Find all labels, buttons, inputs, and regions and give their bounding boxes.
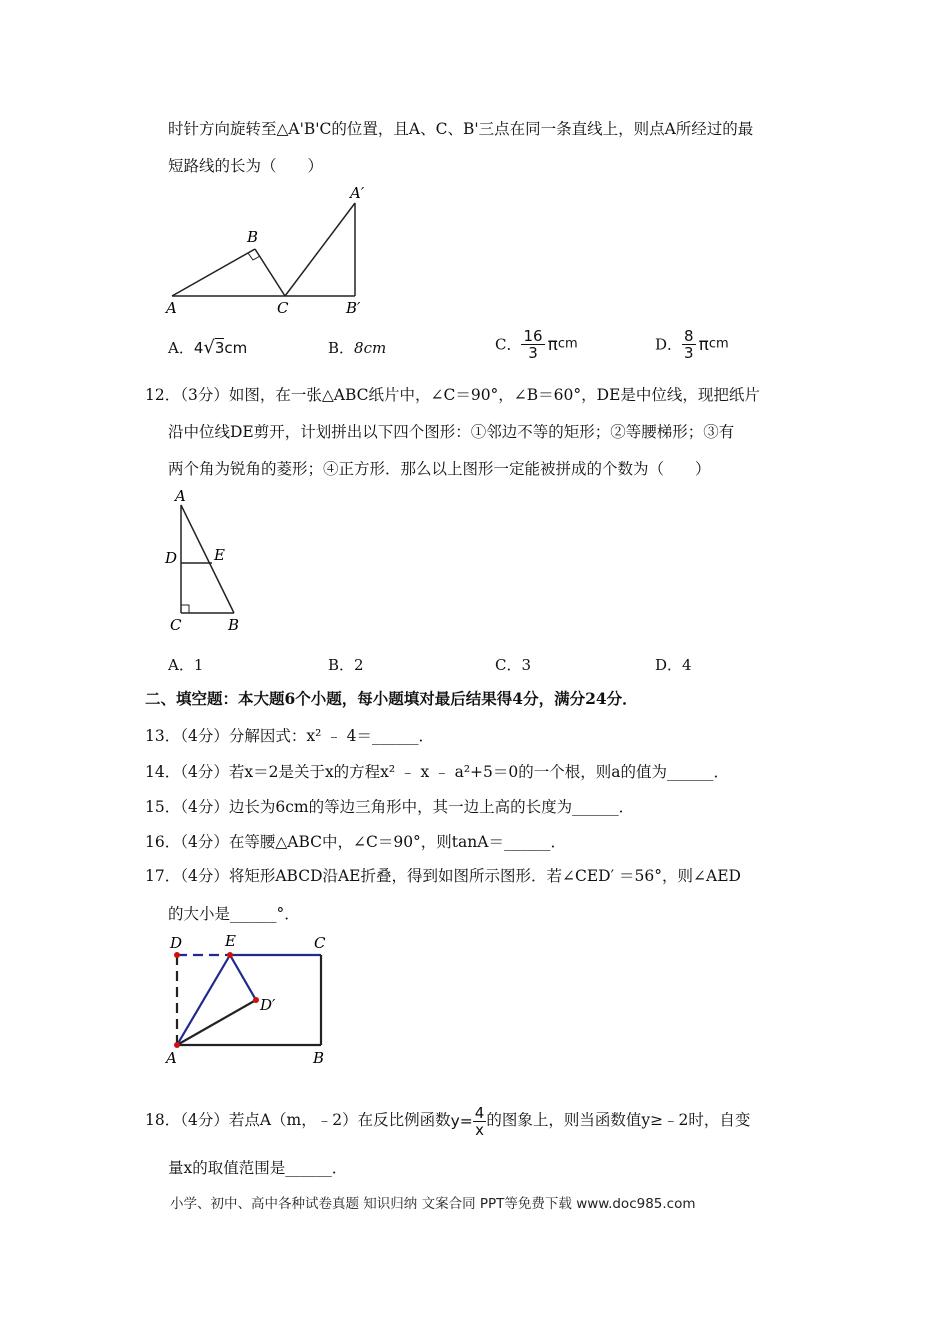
q11-option-a-coef: 4: [193, 339, 204, 357]
q11-option-c-denominator: 3: [528, 344, 538, 362]
q15: 15．（4分）边长为6cm的等边三角形中，其一边上高的长度为______．: [145, 798, 635, 816]
page-footer: 小学、初中、高中各种试卷真题 知识归纳 文案合同 PPT等免费下载 www.doc985.com: [170, 1196, 696, 1212]
q11-option-d-numerator: 8: [684, 327, 694, 345]
q11-option-b: [328, 338, 386, 358]
q18-line1-pre: 18．（4分）若点A（m，﹣2）在反比例函数: [145, 1111, 451, 1129]
q12-line2: 沿中位线DE剪开，计划拼出以下四个图形：①邻边不等的矩形；②等腰梯形；③有: [168, 423, 735, 441]
q17-figure: [160, 930, 340, 1070]
q17-label-b: B: [313, 1049, 325, 1067]
q11-option-c-pi: π: [547, 334, 558, 355]
q18-line2: 量x的取值范围是______．: [168, 1159, 348, 1177]
q12-figure: [160, 485, 260, 635]
q11-option-b-letter: B．: [328, 339, 355, 357]
q18-line1-post: 的图象上，则当函数值y≥﹣2时，自变: [486, 1111, 751, 1129]
q11-option-c-unit: cm: [557, 336, 578, 352]
q18-line1: [145, 1098, 750, 1142]
q12-line1: 12．（3分）如图，在一张△ABC纸片中，∠C＝90°，∠B＝60°，DE是中位线，现把纸片: [145, 386, 760, 404]
q17-line2: 的大小是______°．: [168, 905, 300, 923]
q11-option-c-letter: C．: [495, 335, 522, 354]
q11-option-d-letter: D．: [655, 335, 683, 354]
q12-option-b: B．2: [328, 656, 364, 674]
q11-label-b: B: [247, 228, 259, 246]
q11-option-a: A．4√3cm: [168, 337, 248, 358]
q11-option-b-text: 8cm: [354, 339, 387, 357]
q11-option-a-letter: A．: [168, 339, 194, 357]
q16: 16．（4分）在等腰△ABC中，∠C＝90°，则tanA＝______．: [145, 833, 566, 851]
q12-option-a: A．1: [168, 656, 204, 674]
q18-fraction-numerator: 4: [474, 1103, 485, 1122]
q12-label-e: E: [214, 546, 225, 564]
q12-label-c: C: [170, 616, 182, 634]
q12-option-c: C．3: [495, 656, 532, 674]
q17-line1: 17．（4分）将矩形ABCD沿AE折叠，得到如图所示图形．若∠CED′ ＝56°，则∠AED: [145, 867, 741, 885]
q12-line3: 两个角为锐角的菱形；④正方形．那么以上图形一定能被拼成的个数为（ ）: [168, 460, 711, 478]
q12-option-d: D．4: [655, 656, 692, 674]
q12-label-a: A: [175, 487, 186, 505]
q11-option-a-radicand: 3: [214, 339, 225, 357]
q17-label-c: C: [314, 934, 326, 952]
q11-option-d-unit: cm: [708, 336, 729, 352]
q11-figure: [160, 180, 380, 320]
q18-fraction-lhs: y=: [450, 1112, 473, 1130]
q11-option-d-pi: π: [698, 334, 709, 355]
q17-label-e: E: [225, 932, 236, 950]
q17-label-d2: D′: [260, 996, 276, 1014]
q13: 13．（4分）分解因式：x² ﹣ 4＝______．: [145, 727, 435, 745]
q17-label-d: D: [170, 934, 183, 952]
q11-label-a2: A′: [350, 184, 365, 202]
q17-label-a: A: [166, 1049, 177, 1067]
q11-option-c: [495, 328, 578, 361]
q11-option-c-numerator: 16: [523, 327, 543, 345]
q14: 14．（4分）若x＝2是关于x的方程x² ﹣ x ﹣ a²+5＝0的一个根，则a的值为______．: [145, 763, 729, 781]
q11-label-b2: B′: [346, 299, 361, 317]
q12-label-d: D: [165, 549, 178, 567]
q12-label-b: B: [228, 616, 240, 634]
q18-fraction-denominator: x: [475, 1120, 484, 1139]
q11-option-a-unit: cm: [224, 339, 248, 357]
section2-heading: 二、填空题：本大题6个小题，每小题填对最后结果得4分，满分24分．: [145, 689, 638, 708]
q11-option-d-denominator: 3: [684, 344, 694, 362]
q11-line2: 短路线的长为（ ）: [168, 157, 324, 175]
q11-option-d: [655, 328, 729, 361]
q11-line1: 时针方向旋转至△A'B'C的位置，且A、C、B'三点在同一条直线上，则点A所经过的最: [168, 120, 754, 138]
q18-fraction: [473, 1105, 487, 1138]
q11-label-a: A: [166, 299, 177, 317]
q11-label-c: C: [277, 299, 289, 317]
